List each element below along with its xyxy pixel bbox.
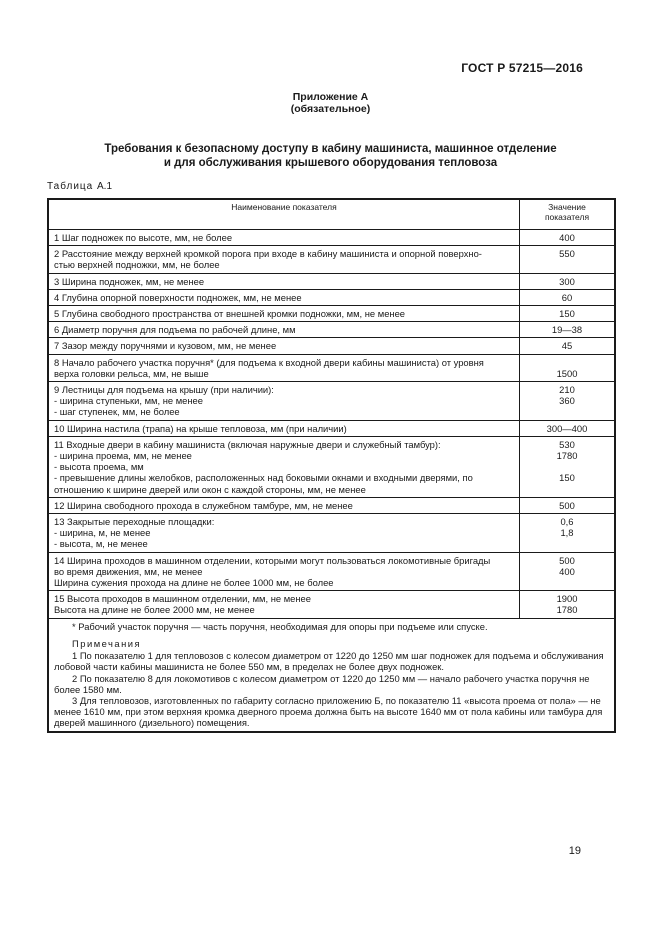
- indicator-value-cell: [520, 230, 616, 246]
- indicator-value: 300—400: [546, 422, 588, 434]
- indicator-text-line: 9 Лестницы для подъема на крышу (при наличии):: [54, 384, 274, 396]
- indicator-text-line: - ширина, м, не менее: [54, 527, 151, 539]
- requirements-table: [47, 198, 616, 733]
- indicator-text-line: отношению к ширине дверей или окон с каждой стороны, мм, не менее: [54, 483, 366, 495]
- indicator-value: 500: [559, 554, 575, 566]
- indicator-name-cell: [48, 306, 520, 322]
- indicator-value: 210: [559, 384, 575, 396]
- table-row: [48, 273, 615, 289]
- indicator-value-cell: [520, 382, 616, 421]
- document-title: [0, 142, 661, 170]
- note-item: 2 По показателю 8 для локомотивов с колесом диаметром от 1220 до 1250 мм — начало рабочего участка поручня не более 1580 мм.: [54, 672, 590, 695]
- indicator-value-cell: [520, 338, 616, 354]
- table-row: [48, 420, 615, 436]
- indicator-value-cell: [520, 246, 616, 273]
- appendix-heading: [0, 91, 661, 115]
- table-row: [48, 230, 615, 246]
- indicator-value: [525, 461, 609, 472]
- indicator-text-line: - ширина ступеньки, мм, не менее: [54, 395, 203, 407]
- indicator-name-cell: [48, 322, 520, 338]
- indicator-text-line: 4 Глубина опорной поверхности подножек, мм, не менее: [54, 291, 302, 303]
- indicator-name-cell: [48, 382, 520, 421]
- table-row: [48, 354, 615, 381]
- standard-designation: ГОСТ Р 57215—2016: [461, 61, 583, 75]
- indicator-name-cell: [48, 514, 520, 553]
- table-row: [48, 552, 615, 591]
- indicator-text-line: верха головки рельса, мм, не выше: [54, 367, 209, 379]
- title-line: Требования к безопасному доступу в кабину машиниста, машинное отделение: [104, 143, 557, 155]
- column-header-value-line: показателя: [544, 212, 590, 222]
- indicator-value: 1780: [556, 450, 578, 462]
- table-row: [48, 322, 615, 338]
- table-row: [48, 382, 615, 421]
- indicator-value: 150: [559, 308, 575, 320]
- indicator-name-cell: [48, 246, 520, 273]
- notes-row: [48, 618, 615, 731]
- indicator-value-cell: [520, 514, 616, 553]
- indicator-value-cell: [520, 552, 616, 591]
- indicator-text-line: - высота, м, не менее: [54, 538, 148, 550]
- indicator-value: 530: [559, 438, 575, 450]
- indicator-text-line: - высота проема, мм: [54, 461, 144, 473]
- table-row: [48, 497, 615, 513]
- indicator-name-cell: [48, 436, 520, 497]
- indicator-name-cell: [48, 273, 520, 289]
- indicator-text-line: во время движения, мм, не менее: [54, 565, 203, 577]
- indicator-value-cell: [520, 497, 616, 513]
- indicator-value: 400: [559, 232, 575, 243]
- indicator-name-cell: [48, 338, 520, 354]
- indicator-value: 1780: [556, 604, 578, 616]
- indicator-value-cell: [520, 322, 616, 338]
- indicator-value-cell: [520, 436, 616, 497]
- indicator-text-line: 13 Закрытые переходные площадки:: [54, 516, 215, 528]
- indicator-value: 0,6: [560, 516, 574, 528]
- indicator-text-line: 14 Ширина проходов в машинном отделении, которыми могут пользоваться локомотивные бригады: [54, 554, 491, 566]
- indicator-text-line: 1 Шаг подножек по высоте, мм, не более: [54, 232, 233, 243]
- indicator-text-line: 7 Зазор между поручнями и кузовом, мм, не менее: [54, 340, 277, 352]
- indicator-name-cell: [48, 591, 520, 618]
- indicator-text-line: 15 Высота проходов в машинном отделении, мм, не менее: [54, 593, 311, 605]
- indicator-value: 150: [559, 472, 575, 484]
- indicator-text-line: 5 Глубина свободного пространства от внешней кромки подножки, мм, не менее: [54, 308, 406, 320]
- indicator-value-cell: [520, 354, 616, 381]
- table-row: [48, 338, 615, 354]
- page-number: 19: [568, 845, 581, 857]
- indicator-text-line: Ширина сужения прохода на длине не более 1000 мм, не более: [54, 577, 334, 589]
- note-item: 1 По показателю 1 для тепловозов с колесом диаметром от 1220 до 1250 мм шаг подножек для подъема и обслуживания лобовой части кабины машиниста не более 550 мм, в пределах не более двух подножек.: [54, 650, 604, 673]
- indicator-text-line: 6 Диаметр поручня для подъема по рабочей длине, мм: [54, 324, 296, 336]
- indicator-text-line: стью верхней подножки, мм, не более: [54, 259, 220, 271]
- column-header-value-line: Значение: [548, 202, 586, 212]
- indicator-value-cell: [520, 289, 616, 305]
- indicator-value: 45: [561, 340, 573, 352]
- note-item: 3 Для тепловозов, изготовленных по габариту согласно приложению Б, по показателю 11 «высота проема от пола» — не менее 1610 мм, при этом верхняя кромка дверного проема должна быть на высоте 1640 мм от пола кабины или тамбура для дверей машинного (дизельного) помещения.: [54, 694, 603, 729]
- indicator-text-line: - превышение длины желобков, расположенных над боковыми окнами и входными дверями, по: [54, 472, 473, 484]
- indicator-text-line: - шаг ступенек, мм, не более: [54, 406, 180, 418]
- indicator-text-line: 12 Ширина свободного прохода в служебном тамбуре, мм, не менее: [54, 499, 353, 511]
- indicator-value: 360: [559, 395, 575, 407]
- title-line: и для обслуживания крышевого оборудования тепловоза: [163, 157, 498, 169]
- indicator-name-cell: [48, 552, 520, 591]
- indicator-name-cell: [48, 420, 520, 436]
- indicator-value-cell: [520, 273, 616, 289]
- indicator-value: 19—38: [551, 324, 583, 336]
- notes-cell: [48, 618, 615, 731]
- indicator-value: 400: [559, 565, 575, 577]
- table-body: [48, 230, 615, 619]
- table-row: [48, 289, 615, 305]
- notes-title: Примечания: [72, 637, 142, 649]
- table-label-word: Таблица: [47, 181, 94, 192]
- indicator-name-cell: [48, 497, 520, 513]
- indicator-name-cell: [48, 230, 520, 246]
- indicator-text-line: 3 Ширина подножек, мм, не менее: [54, 275, 205, 287]
- table-row: [48, 591, 615, 618]
- indicator-value: 500: [559, 499, 575, 511]
- table-header-row: [48, 199, 615, 230]
- indicator-value-cell: [520, 306, 616, 322]
- table-row: [48, 306, 615, 322]
- indicator-name-cell: [48, 354, 520, 381]
- indicator-value: 1900: [556, 593, 578, 605]
- footnote: * Рабочий участок поручня — часть поручня, необходимая для опоры при подъеме или спуске.: [72, 620, 488, 632]
- indicator-value: [525, 357, 609, 368]
- indicator-value-cell: [520, 420, 616, 436]
- indicator-name-cell: [48, 289, 520, 305]
- indicator-text-line: 10 Ширина настила (трапа) на крыше тепловоза, мм (при наличии): [54, 422, 347, 434]
- appendix-title: Приложение А: [292, 91, 369, 103]
- indicator-value: 300: [559, 275, 575, 287]
- indicator-value: 1500: [556, 367, 578, 379]
- indicator-text-line: 8 Начало рабочего участка поручня* (для подъема к входной двери кабины машиниста) от уровня: [54, 356, 484, 368]
- indicator-value: 60: [561, 291, 573, 303]
- column-header-value: [520, 199, 616, 230]
- indicator-text-line: - ширина проема, мм, не менее: [54, 450, 192, 462]
- appendix-status: (обязательное): [290, 103, 371, 115]
- indicator-text-line: 2 Расстояние между верхней кромкой порога при входе в кабину машиниста и опорной поверхно-: [54, 248, 482, 260]
- table-label-number: А.1: [97, 181, 113, 192]
- indicator-value-cell: [520, 591, 616, 618]
- indicator-value: 550: [559, 248, 575, 260]
- table-row: [48, 246, 615, 273]
- table-row: [48, 436, 615, 497]
- indicator-text-line: 11 Входные двери в кабину машиниста (включая наружные двери и служебный тамбур):: [54, 438, 441, 450]
- indicator-text-line: Высота на длине не более 2000 мм, не менее: [54, 604, 255, 616]
- table-label: [47, 181, 112, 192]
- indicator-value: 1,8: [560, 527, 574, 539]
- table-row: [48, 514, 615, 553]
- column-header-name: Наименование показателя: [48, 199, 520, 230]
